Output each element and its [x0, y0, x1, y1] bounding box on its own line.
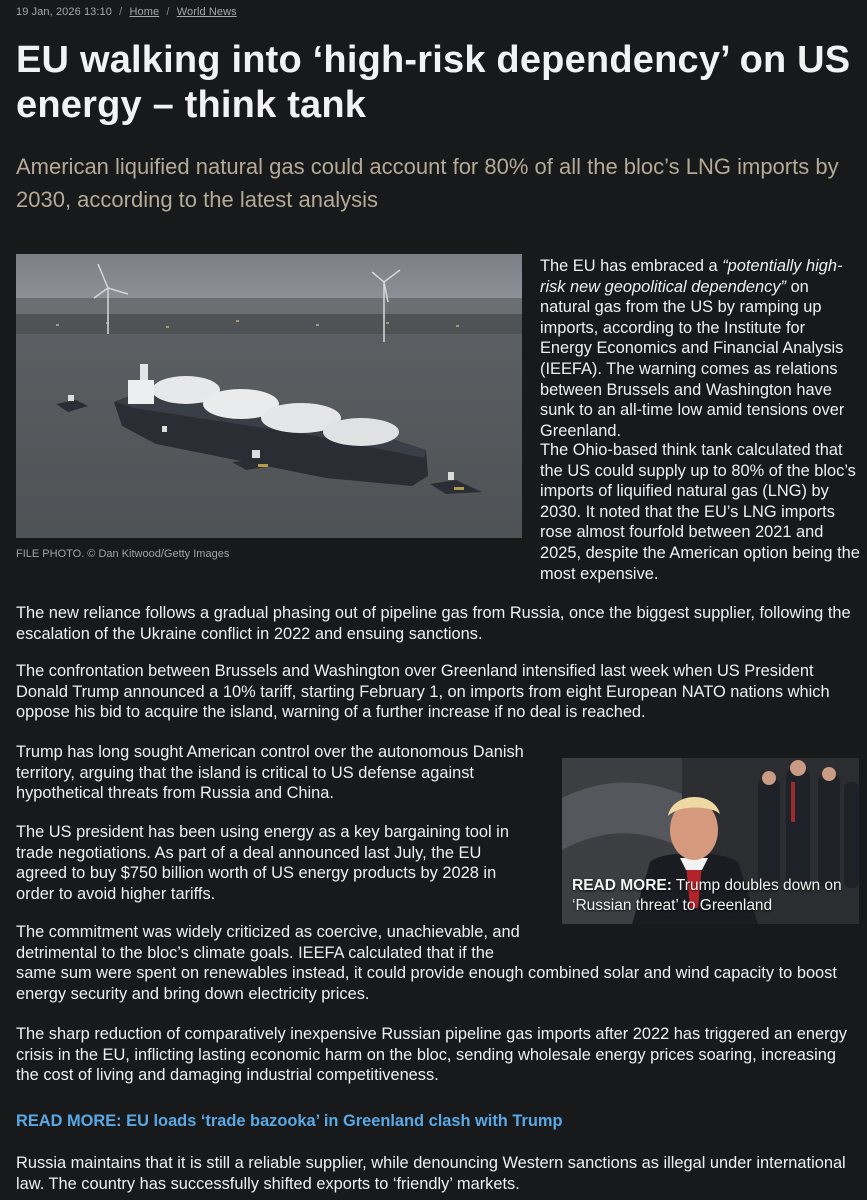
breadcrumb-separator: / — [166, 6, 170, 18]
photo-caption: FILE PHOTO. © Dan Kitwood/Getty Images — [16, 548, 230, 560]
paragraph-1 — [540, 256, 860, 441]
paragraph-1-quote: “potentially high-risk new geopolitical dependency” — [540, 257, 843, 296]
paragraph-3: The new reliance follows a gradual phasing out of pipeline gas from Russia, once the biggest supplier, following the escalation of the Ukraine conflict in 2022 and ensuing sanctions. — [16, 604, 851, 643]
article-lead: American liquified natural gas could account for 80% of all the bloc’s LNG imports by 2030, according to the latest analysis — [16, 154, 839, 212]
paragraph-1-text-b: on natural gas from the US by ramping up imports, according to the Institute for Energy Economics and Financial Analysis (IEEFA). The warning comes as relations between Brussels and Washington have sunk to an all-time low amid tensions over Greenland. — [540, 277, 845, 440]
paragraph-8: The sharp reduction of comparatively inexpensive Russian pipeline gas imports after 2022 has triggered an energy crisis in the EU, inflicting lasting economic harm on the bloc, sending wholesale energy prices soaring, increasing the cost of living and damaging industrial competitiveness. — [16, 1025, 847, 1085]
read-more-promo-card[interactable] — [562, 758, 859, 924]
paragraph-5: Trump has long sought American control over the autonomous Danish territory, arguing that the island is critical to US defense against hypothetical threats from Russia and China. — [16, 743, 524, 803]
article-headline: EU walking into ‘high-risk dependency’ on US energy – think tank — [16, 39, 851, 126]
paragraph-2: The Ohio-based think tank calculated that the US could supply up to 80% of the bloc’s imports of liquified natural gas (LNG) by 2030. It noted that the EU’s LNG imports rose almost fourfold between 2021 and 2025, despite the American option being the most expensive. — [540, 441, 860, 583]
promo-title: Trump doubles down on ‘Russian threat’ to Greenland — [572, 877, 842, 914]
read-more-link[interactable]: READ MORE: EU loads ‘trade bazooka’ in Greenland clash with Trump — [16, 1112, 563, 1130]
paragraph-7-part-b: same sum were spent on renewables instead, it could provide enough combined solar and wind capacity to boost energy security and bring down electricity prices. — [16, 964, 837, 1003]
publish-date: 19 Jan, 2026 13:10 — [16, 6, 112, 18]
article-meta — [16, 6, 237, 18]
paragraph-6: The US president has been using energy as a key bargaining tool in trade negotiations. As part of a deal announced last July, the EU agreed to buy $750 billion worth of US energy products by 2028 in order to avoid higher tariffs. — [16, 823, 509, 903]
breadcrumb-home-link[interactable]: Home — [129, 6, 160, 18]
promo-label: READ MORE: — [572, 877, 672, 894]
breadcrumb-world-news-link[interactable]: World News — [176, 6, 237, 18]
paragraph-4: The confrontation between Brussels and Washington over Greenland intensified last week when US President Donald Trump announced a 10% tariff, starting February 1, on imports from eight European NATO nations which oppose his bid to acquire the island, warning of a further increase if no deal is reached. — [16, 662, 830, 722]
lng-tanker-photo — [16, 254, 522, 538]
paragraph-7-part-a: The commitment was widely criticized as coercive, unachievable, and detrimental to the bloc’s climate goals. IEEFA calculated that if the — [16, 923, 520, 962]
promo-text[interactable] — [572, 876, 852, 916]
breadcrumb-separator: / — [119, 6, 123, 18]
paragraph-1-text-a: The EU has embraced a — [540, 257, 723, 275]
paragraph-9: Russia maintains that it is still a reliable supplier, while denouncing Western sanctions as illegal under international law. The country has successfully shifted exports to ‘friendly’ markets. — [16, 1154, 846, 1193]
